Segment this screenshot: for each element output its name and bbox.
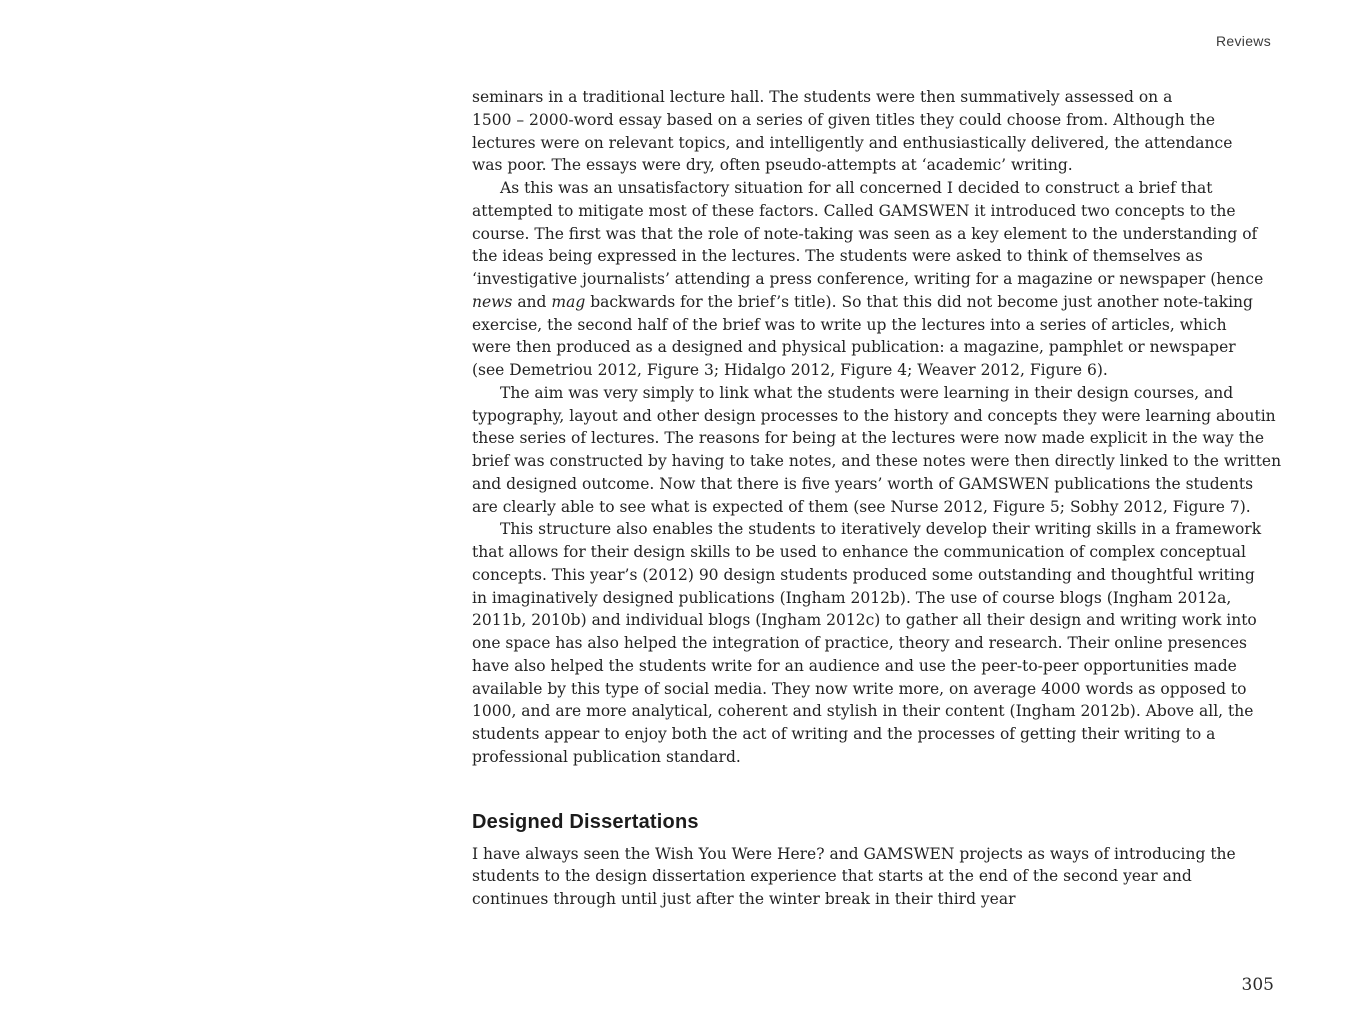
text-line: As this was an unsatisfactory situation for all concerned I decided to construct a brief that [500,179,1213,197]
text-line: have also helped the students write for an audience and use the peer-to-peer opportunities made [472,656,1237,675]
text-line: news and mag backwards for the brief’s title). So that this did not become just another note-taking [472,292,1253,311]
paragraph [472,86,1287,177]
text-line: and designed outcome. Now that there is five years’ worth of GAMSWEN publications the students [472,474,1254,493]
text-line: these series of lectures. The reasons for being at the lectures were now made explicit in the way the [472,429,1264,448]
text-line: the ideas being expressed in the lectures. The students were asked to think of themselves as [472,247,1203,266]
text-line: was poor. The essays were dry, often pseudo-attempts at ‘academic’ writing. [472,156,1073,175]
running-header: Reviews [1215,33,1271,49]
text-line: I have always seen the Wish You Were Here? and GAMSWEN projects as ways of introducing the [472,844,1236,863]
text-line: typography, layout and other design processes to the history and concepts they were learning aboutin [472,406,1276,425]
text-line: students appear to enjoy both the act of writing and the processes of getting their writing to a [472,725,1216,743]
text-line: seminars in a traditional lecture hall. The students were then summatively assessed on a [472,88,1173,106]
text-line: 2011b, 2010b) and individual blogs (Ingham 2012c) to gather all their design and writing work into [472,611,1257,630]
body-content [472,86,1287,911]
paragraph [472,177,1287,382]
text-line: ‘investigative journalists’ attending a press conference, writing for a magazine or newspaper (hence [472,270,1264,288]
text-line: that allows for their design skills to be used to enhance the communication of complex conceptual [472,543,1246,561]
text-line: professional publication standard. [472,747,741,766]
text-line: one space has also helped the integration of practice, theory and research. Their online presences [472,634,1247,652]
paragraph [472,382,1287,519]
paragraph [472,843,1287,911]
section-heading: Designed Dissertations [472,810,699,833]
text-line: lectures were on relevant topics, and intelligently and enthusiastically delivered, the attendance [472,133,1233,152]
text-line: continues through until just after the winter break in their third year [472,890,1016,908]
text-line: brief was constructed by having to take notes, and these notes were then directly linked to the written [472,452,1282,470]
text-line: available by this type of social media. They now write more, on average 4000 words as opposed to [472,679,1247,698]
text-line: in imaginatively designed publications (Ingham 2012b). The use of course blogs (Ingham 2012a, [472,588,1232,607]
page-number: 305 [1241,975,1274,995]
text-line: students to the design dissertation experience that starts at the end of the second year and [472,867,1192,886]
text-line: exercise, the second half of the brief was to write up the lectures into a series of articles, which [472,315,1227,334]
text-line: 1000, and are more analytical, coherent and stylish in their content (Ingham 2012b). Above all, the [472,702,1254,721]
text-line: This structure also enables the students to iteratively develop their writing skills in a framework [500,520,1262,539]
text-line: attempted to mitigate most of these factors. Called GAMSWEN it introduced two concepts to the [472,201,1236,220]
text-line: The aim was very simply to link what the students were learning in their design courses, and [500,383,1234,402]
text-line: (see Demetriou 2012, Figure 3; Hidalgo 2012, Figure 4; Weaver 2012, Figure 6). [472,361,1108,379]
paragraph [472,518,1287,768]
text-line: 1500 – 2000-word essay based on a series of given titles they could choose from. Although the [472,110,1216,129]
text-line: are clearly able to see what is expected of them (see Nurse 2012, Figure 5; Sobhy 2012, Figure 7). [472,497,1251,516]
text-line: concepts. This year’s (2012) 90 design students produced some outstanding and thoughtful writing [472,565,1255,584]
text-line: course. The first was that the role of note-taking was seen as a key element to the understanding of [472,224,1258,243]
text-line: were then produced as a designed and physical publication: a magazine, pamphlet or newspaper [472,338,1236,357]
